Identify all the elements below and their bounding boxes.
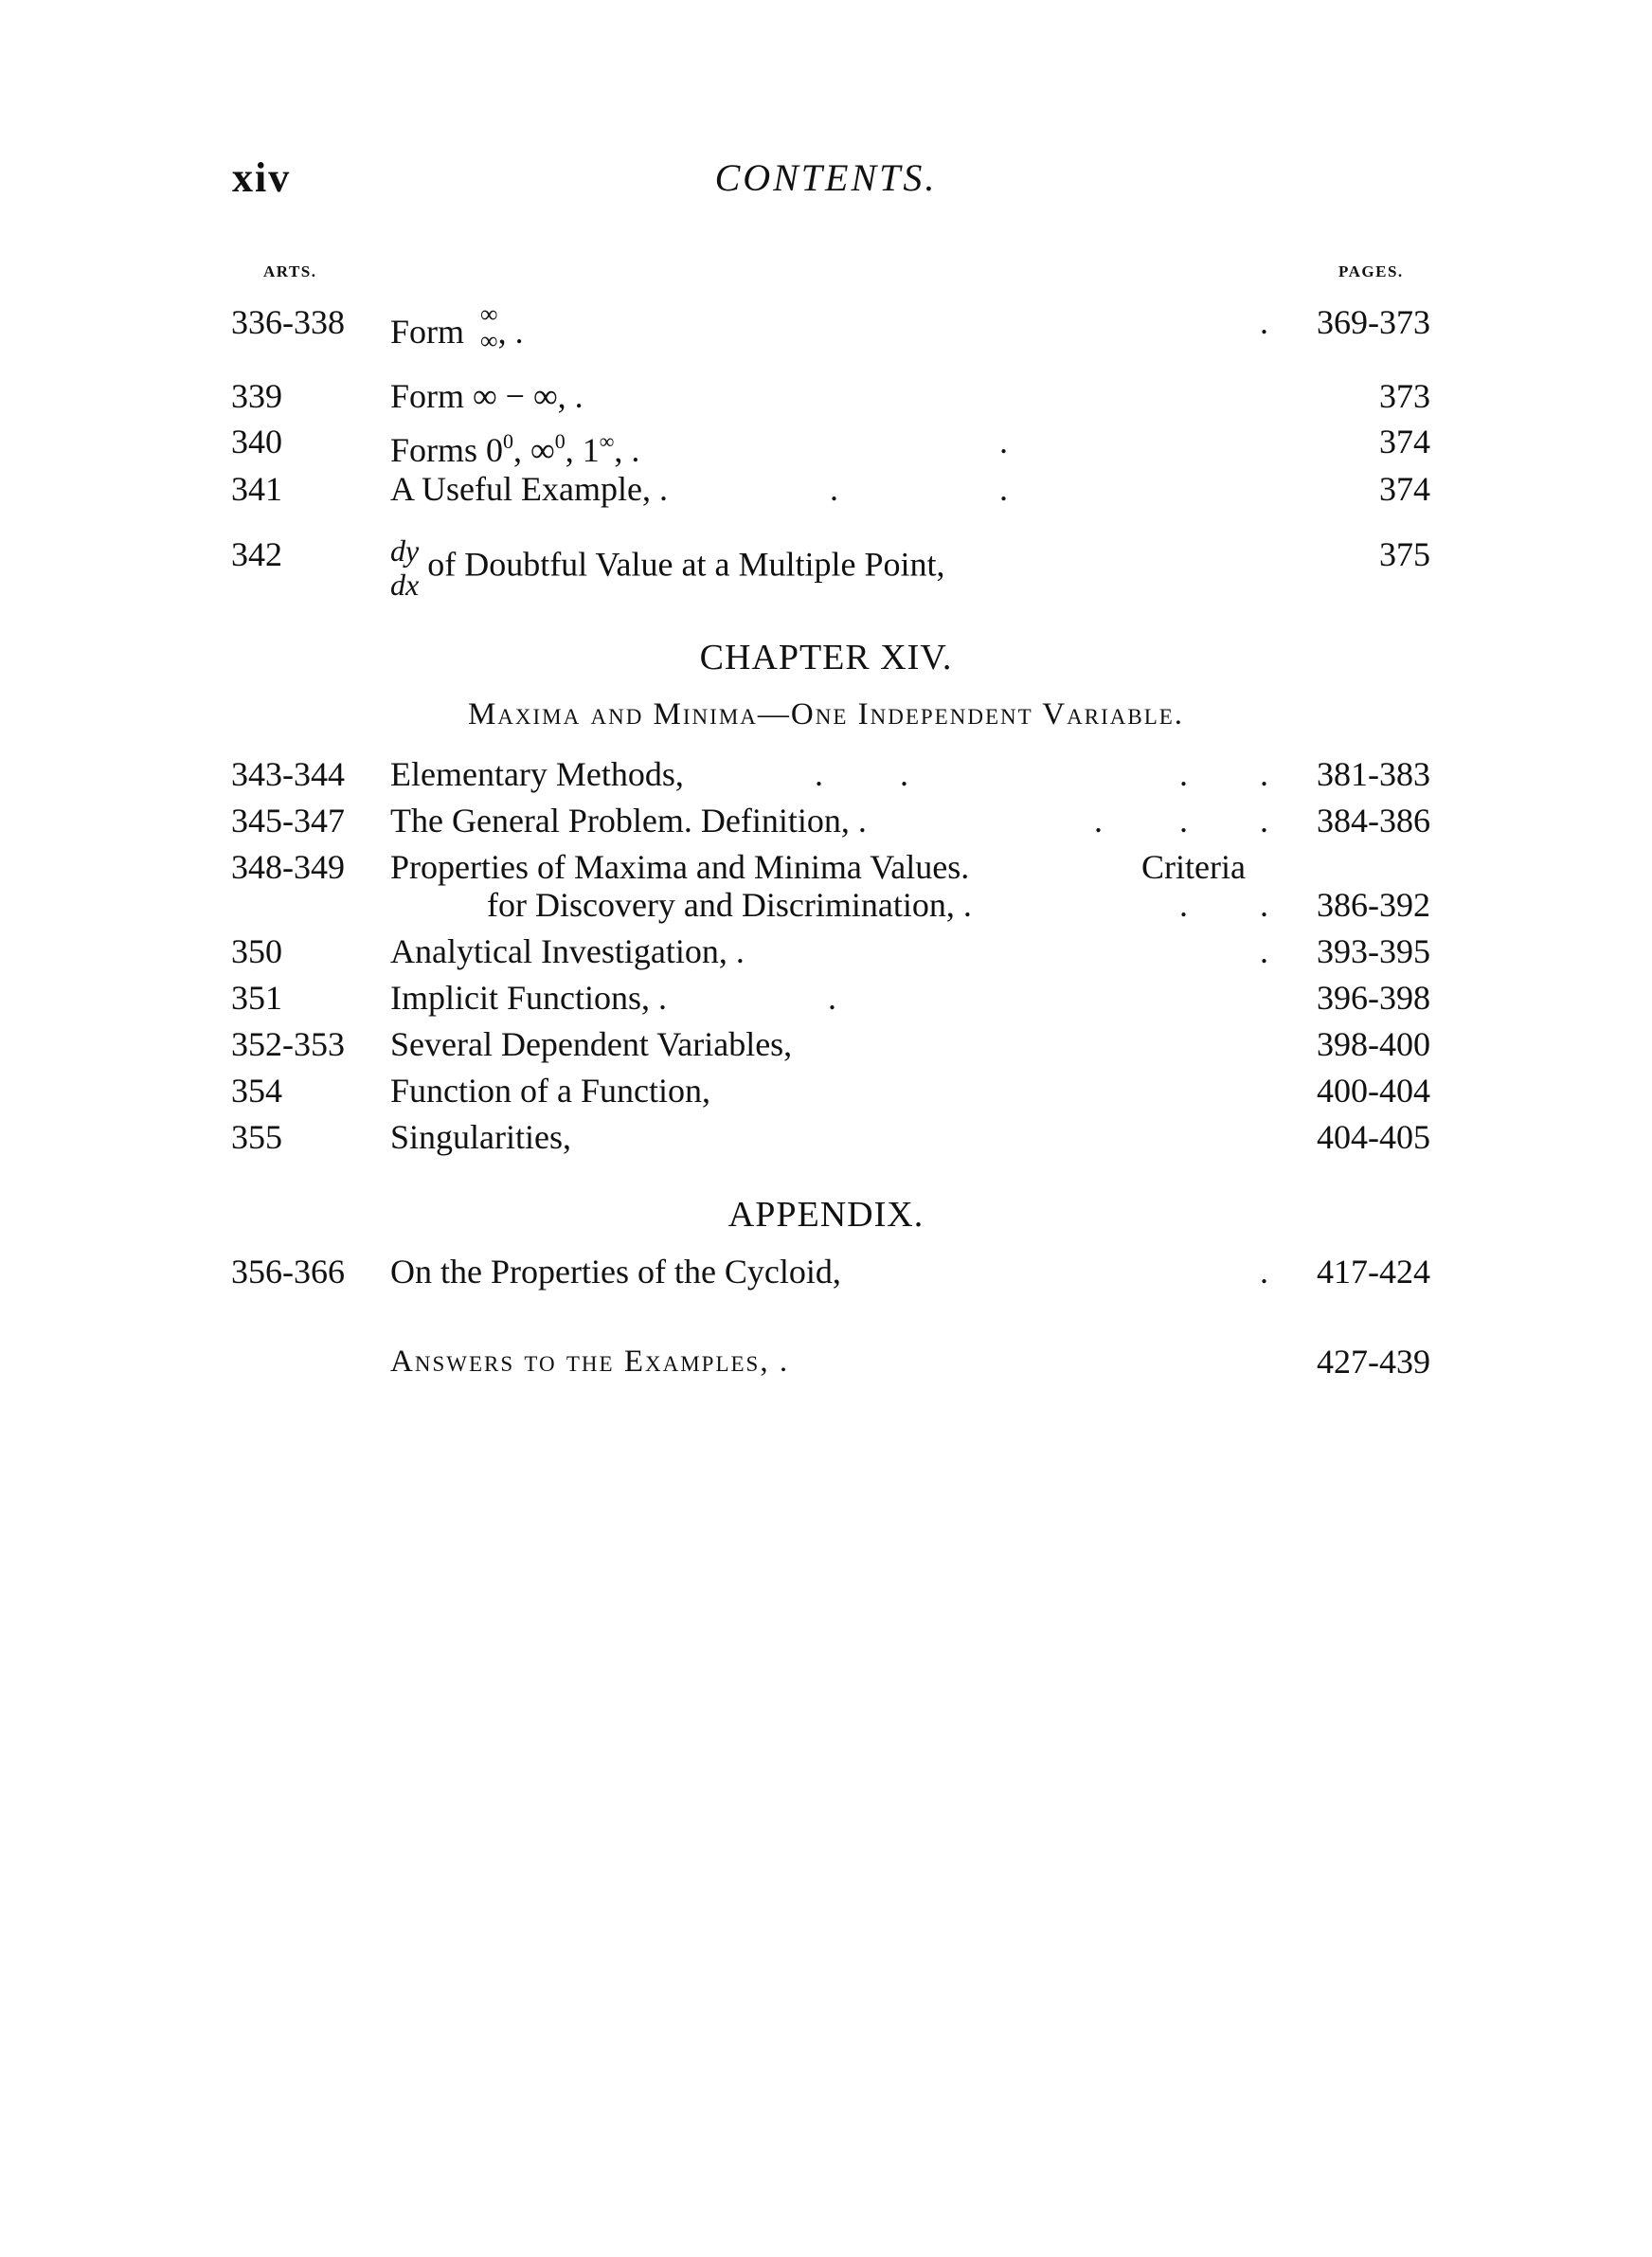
infinity-fraction: ∞ ∞ bbox=[480, 300, 498, 354]
entry-title: Properties of Maxima and Minima Values. bbox=[390, 848, 970, 886]
entry-arts: 340 bbox=[231, 423, 282, 460]
entry-title: Implicit Functions, . bbox=[390, 979, 667, 1017]
entry-title: Several Dependent Variables, bbox=[390, 1025, 793, 1063]
leader-dot: . bbox=[900, 755, 908, 793]
entry-title: Form ∞ ∞ , . bbox=[390, 300, 524, 354]
leader-dot: . bbox=[815, 755, 823, 793]
leader-dot: . bbox=[1260, 802, 1268, 840]
entry-pages: 404-405 bbox=[1317, 1118, 1430, 1156]
entry-arts: 351 bbox=[231, 979, 282, 1017]
entry-arts: 341 bbox=[231, 470, 282, 508]
entry-title: On the Properties of the Cycloid, bbox=[390, 1253, 841, 1291]
entry-pages: 374 bbox=[1379, 423, 1430, 460]
chapter-subtitle: Maxima and Minima—One Independent Variable. bbox=[467, 697, 1185, 731]
entry-title: Form ∞ − ∞, . bbox=[390, 377, 584, 415]
entry-arts: 348-349 bbox=[231, 848, 345, 886]
leader-dot: . bbox=[1260, 303, 1268, 341]
entry-pages: 386-392 bbox=[1317, 886, 1430, 924]
toc-entry bbox=[0, 930, 1652, 972]
dy-dx-fraction: dy dx bbox=[390, 533, 420, 602]
toc-entry bbox=[0, 1070, 1652, 1111]
entry-pages: 384-386 bbox=[1317, 802, 1430, 840]
toc-entry bbox=[0, 846, 1652, 888]
entry-pages: 398-400 bbox=[1317, 1025, 1430, 1063]
entry-title: Forms $0^0$, ∞$^0$, 1∞, . bbox=[390, 429, 640, 469]
entry-arts: 343-344 bbox=[231, 755, 345, 793]
entry-arts: 356-366 bbox=[231, 1253, 345, 1291]
entry-arts: 354 bbox=[231, 1072, 282, 1110]
entry-title-line2: for Discovery and Discrimination, . bbox=[487, 886, 972, 924]
entry-title: The General Problem. Definition, . bbox=[390, 802, 867, 840]
chapter-heading: CHAPTER XIV. bbox=[699, 638, 953, 677]
entry-pages: 417-424 bbox=[1317, 1253, 1430, 1291]
entry-pages: 369-373 bbox=[1317, 303, 1430, 341]
entry-title: Answers to the Examples, . bbox=[390, 1345, 790, 1379]
entry-arts: 345-347 bbox=[231, 802, 345, 840]
entry-pages: 400-404 bbox=[1317, 1072, 1430, 1110]
toc-entry bbox=[0, 1116, 1652, 1158]
toc-entry bbox=[0, 800, 1652, 841]
entry-pages: 374 bbox=[1379, 470, 1430, 508]
leader-dot: . bbox=[1179, 886, 1188, 924]
leader-dot: . bbox=[1179, 802, 1188, 840]
leader-dot: . bbox=[999, 470, 1008, 508]
entry-title: Singularities, bbox=[390, 1118, 571, 1156]
toc-entry-continuation bbox=[0, 884, 1652, 926]
entry-arts: 342 bbox=[231, 535, 282, 573]
toc-entry bbox=[0, 753, 1652, 795]
leader-dot: . bbox=[828, 979, 836, 1017]
leader-dot: . bbox=[830, 470, 838, 508]
entry-arts: 352-353 bbox=[231, 1025, 345, 1063]
entry-title: Function of a Function, bbox=[390, 1072, 710, 1110]
leader-dot: . bbox=[1260, 1253, 1268, 1291]
toc-entry bbox=[0, 1023, 1652, 1065]
arts-column-header: ARTS. bbox=[263, 262, 317, 280]
pages-column-header: PAGES. bbox=[1338, 262, 1404, 280]
entry-title-continued: Criteria bbox=[1141, 848, 1246, 886]
toc-entry bbox=[0, 421, 1652, 469]
entry-title: Elementary Methods, bbox=[390, 755, 684, 793]
appendix-heading: APPENDIX. bbox=[727, 1195, 925, 1235]
entry-pages: 381-383 bbox=[1317, 755, 1430, 793]
page-number: xiv bbox=[232, 154, 292, 201]
entry-pages: 375 bbox=[1379, 535, 1430, 573]
toc-entry bbox=[0, 977, 1652, 1019]
entry-arts: 336-338 bbox=[231, 303, 345, 341]
leader-dot: . bbox=[1260, 932, 1268, 970]
entry-pages: 393-395 bbox=[1317, 932, 1430, 970]
entry-pages: 373 bbox=[1379, 377, 1430, 415]
leader-dot: . bbox=[999, 423, 1008, 460]
toc-entry bbox=[0, 533, 1652, 602]
toc-entry bbox=[0, 300, 1652, 354]
toc-entry bbox=[0, 1251, 1652, 1292]
leader-dot: . bbox=[1094, 802, 1103, 840]
entry-pages: 427-439 bbox=[1317, 1343, 1430, 1381]
entry-title: A Useful Example, . bbox=[390, 470, 668, 508]
running-title: CONTENTS. bbox=[714, 156, 938, 199]
entry-title: dy dx of Doubtful Value at a Multiple Point, bbox=[390, 533, 945, 602]
toc-entry bbox=[0, 468, 1652, 510]
entry-arts: 339 bbox=[231, 377, 282, 415]
entry-arts: 350 bbox=[231, 932, 282, 970]
entry-title: Analytical Investigation, . bbox=[390, 932, 745, 970]
toc-entry bbox=[0, 375, 1652, 417]
entry-arts: 355 bbox=[231, 1118, 282, 1156]
leader-dot: . bbox=[1260, 886, 1268, 924]
toc-entry bbox=[0, 1341, 1652, 1382]
entry-pages: 396-398 bbox=[1317, 979, 1430, 1017]
leader-dot: . bbox=[1260, 755, 1268, 793]
leader-dot: . bbox=[1179, 755, 1188, 793]
